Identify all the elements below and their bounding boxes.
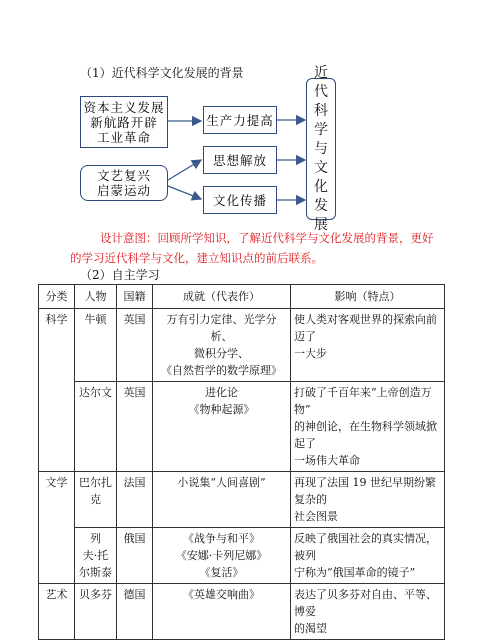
cell-line: 巴尔扎	[79, 476, 112, 489]
cell-line: 列	[90, 532, 101, 545]
cell-nation: 德国	[117, 584, 153, 640]
cell-nation: 英国	[117, 309, 153, 382]
box-line: 文艺复兴	[96, 168, 151, 183]
vertical-char: 与	[314, 140, 328, 157]
section-2-title: （2）自主学习	[80, 268, 160, 282]
cell-line: 克	[90, 493, 101, 506]
vertical-char: 代	[314, 83, 328, 100]
cell-line: 夫·托	[82, 549, 109, 562]
cell-line: 牛顿	[84, 313, 107, 326]
vertical-char: 发	[314, 197, 328, 214]
cell-line: 宁称为“俄国革命的镜子”	[294, 566, 416, 579]
cell-line: 《物种起源》	[188, 403, 255, 416]
cell-line: 达尔文	[79, 386, 112, 399]
table-row	[39, 382, 445, 472]
cell-line: 反映了俄国社会的真实情况，被列	[294, 532, 437, 562]
header-work: 成就（代表作）	[153, 285, 291, 309]
cell-line: 一大步	[294, 347, 327, 360]
cell-work	[153, 584, 291, 640]
cell-line: 一场伟大革命	[294, 454, 360, 467]
cell-line: 《战争与和平》	[183, 532, 260, 545]
box-line: 生产力提高	[206, 112, 274, 128]
cell-person	[75, 472, 117, 528]
vertical-char: 化	[314, 178, 328, 195]
cell-category: 艺术	[39, 584, 75, 640]
vertical-char: 文	[314, 159, 328, 176]
cell-line: 的渴望	[294, 622, 327, 635]
cell-work	[153, 382, 291, 472]
box-line: 文化传播	[212, 192, 267, 208]
cell-line: 社会图景	[294, 510, 338, 523]
design-intent: 设计意图：回顾所学知识，了解近代科学与文化发展的背景，更好的学习近代科学与文化，建立知识点的前后联系。	[70, 231, 434, 265]
header-impact: 影响（特点）	[291, 285, 445, 309]
cell-line: 小说集“人间喜剧”	[177, 476, 266, 489]
cell-impact	[291, 528, 445, 584]
box-spread	[203, 186, 277, 214]
arrow-renaissance-to-liberation	[168, 160, 201, 180]
header-person: 人物	[75, 285, 117, 309]
header-nation: 国籍	[117, 285, 153, 309]
cell-person	[75, 528, 117, 584]
cell-impact	[291, 472, 445, 528]
cell-line: 《英雄交响曲》	[183, 588, 260, 601]
cell-impact	[291, 382, 445, 472]
cell-impact	[291, 309, 445, 382]
box-liberation	[203, 146, 277, 174]
cell-line: 微积分学、	[194, 347, 249, 360]
header-category: 分类	[39, 285, 75, 309]
vertical-char: 学	[314, 121, 328, 138]
cell-line: 进化论	[205, 386, 238, 399]
arrow-renaissance-to-spread	[168, 186, 201, 199]
box-line: 思想解放	[212, 152, 267, 168]
table-row	[39, 309, 445, 382]
box-line: 工业革命	[96, 129, 151, 145]
box-line: 启蒙运动	[96, 183, 151, 198]
cell-line: 贝多芬	[79, 588, 112, 601]
cell-work	[153, 528, 291, 584]
cell-work	[153, 472, 291, 528]
cell-nation: 英国	[117, 382, 153, 472]
cell-line: 表达了贝多芬对自由、平等、博爱	[294, 588, 437, 618]
cell-nation: 俄国	[117, 528, 153, 584]
cell-work	[153, 309, 291, 382]
box-economic-background	[80, 96, 168, 148]
box-cultural-background	[80, 165, 168, 201]
box-productivity	[203, 106, 277, 134]
section-1-title: （1）近代科学文化发展的背景	[80, 66, 244, 80]
box-line: 资本主义发展	[83, 99, 165, 115]
box-modern-science-culture	[306, 64, 336, 233]
cell-category: 文学	[39, 472, 75, 584]
cell-line: 的神创论，在生物科学领域掀起了	[294, 420, 437, 450]
cell-line: 尔斯泰	[79, 566, 112, 579]
vertical-char: 展	[314, 216, 328, 233]
self-study-table	[38, 284, 445, 640]
table-row	[39, 584, 445, 640]
table-header-row	[39, 285, 445, 309]
cell-line: 万有引力定律、光学分析、	[166, 313, 277, 343]
cell-person	[75, 584, 117, 640]
vertical-char: 近	[314, 64, 328, 81]
vertical-char: 科	[314, 102, 328, 119]
table-row	[39, 472, 445, 528]
cell-line: 打破了千百年来“上帝创造万物”	[294, 386, 432, 416]
table-row	[39, 528, 445, 584]
cell-impact	[291, 584, 445, 640]
cell-line: 使人类对客观世界的探索向前迈了	[294, 313, 437, 343]
cell-line: 《复活》	[199, 566, 244, 579]
box-line: 新航路开辟	[90, 114, 158, 130]
cell-line: 《自然哲学的数学原理》	[161, 364, 282, 377]
cell-line: 《安娜·卡列尼娜》	[175, 549, 268, 562]
cell-line: 再现了法国 19 世纪早期纷繁复杂的	[294, 476, 436, 506]
cell-category: 科学	[39, 309, 75, 472]
cell-nation: 法国	[117, 472, 153, 528]
cell-person	[75, 309, 117, 382]
cell-person	[75, 382, 117, 472]
